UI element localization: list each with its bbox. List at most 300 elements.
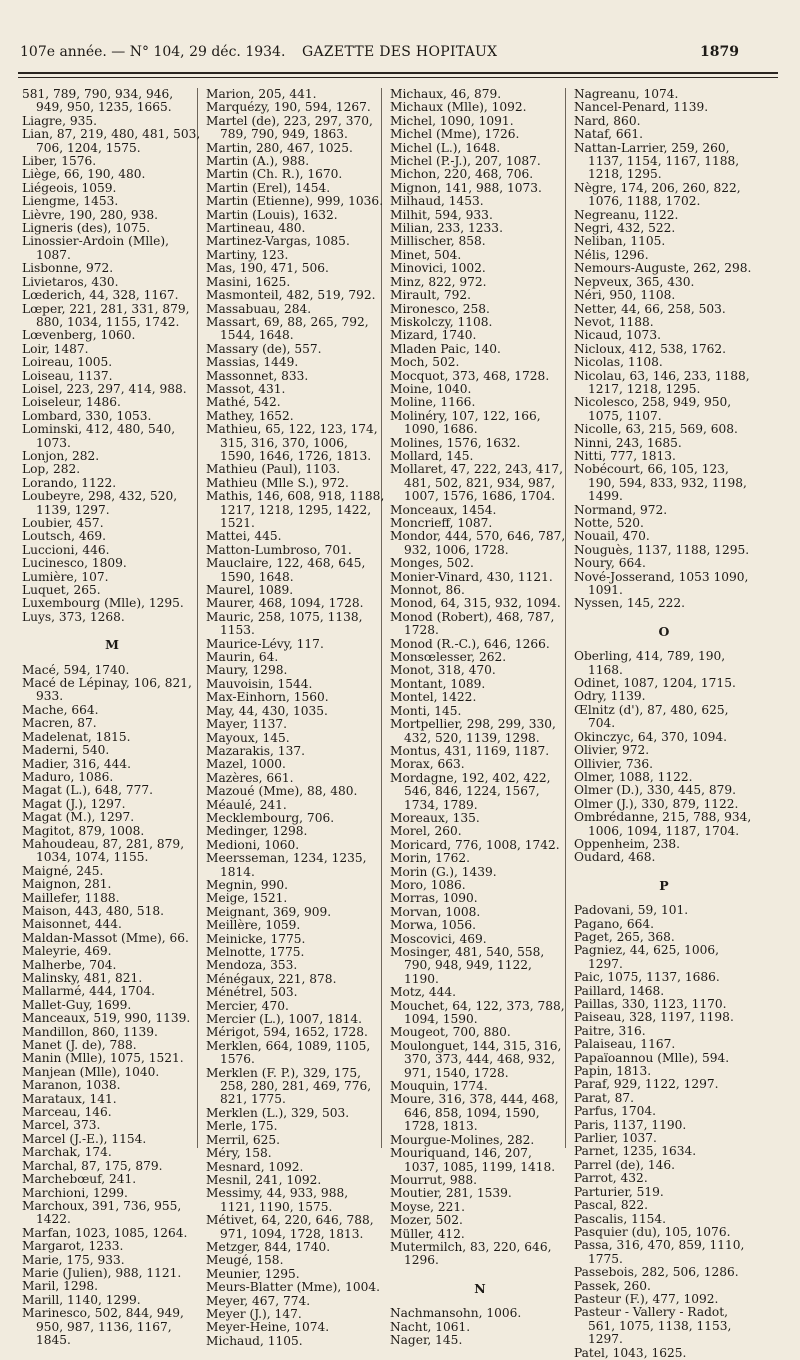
- index-column-3: [390, 88, 570, 1347]
- index-entry: Morras, 1090.: [390, 891, 478, 906]
- index-entry: Magat (L.), 648, 777.: [22, 783, 153, 798]
- index-entry: Mandillon, 860, 1139.: [22, 1024, 158, 1039]
- index-entry: Lœderich, 44, 328, 1167.: [22, 288, 179, 303]
- index-entry: Milhaud, 1453.: [390, 194, 484, 209]
- index-entry: Nicolesco, 258, 949, 950, 1075, 1107.: [574, 395, 732, 423]
- index-entry: Loir, 1487.: [22, 341, 89, 356]
- index-entry: Notte, 520.: [574, 516, 644, 530]
- index-entry: Moscovici, 469.: [390, 931, 487, 946]
- index-entry: Moncrieff, 1087.: [390, 516, 493, 530]
- index-entry: Mache, 664.: [22, 702, 99, 717]
- index-entry: Métivet, 64, 220, 646, 788, 971, 1094, 1728, 1813.: [206, 1213, 374, 1241]
- index-entry: Normand, 972.: [574, 502, 668, 517]
- index-entry: Merril, 625.: [206, 1132, 281, 1147]
- index-entry: Nyssen, 145, 222.: [574, 596, 686, 611]
- index-entry: Minovici, 1002.: [390, 261, 486, 276]
- index-entry: Moutier, 281, 1539.: [390, 1186, 512, 1201]
- index-entry: Mazarakis, 137.: [206, 743, 305, 758]
- index-entry: Mignon, 141, 988, 1073.: [390, 180, 542, 195]
- index-entry: Meinicke, 1775.: [206, 931, 306, 946]
- index-entry: Nacht, 1061.: [390, 1319, 471, 1334]
- index-entry: Morvan, 1008.: [390, 904, 481, 919]
- index-entry: Mougeot, 700, 880.: [390, 1025, 511, 1040]
- index-entry: Manjean (Mlle), 1040.: [22, 1064, 160, 1079]
- index-entry: Moro, 1086.: [390, 877, 466, 892]
- index-entry: Monnot, 86.: [390, 583, 465, 598]
- page-number: 1879: [700, 44, 739, 60]
- index-entry: Parlier, 1037.: [574, 1131, 657, 1146]
- index-entry: Monti, 145.: [390, 703, 462, 718]
- index-entry: Marcel, 373.: [22, 1118, 101, 1133]
- index-entry: Mouquin, 1774.: [390, 1079, 488, 1094]
- index-entry: Marataux, 141.: [22, 1091, 117, 1106]
- index-entry: Minz, 822, 972.: [390, 274, 487, 289]
- index-entry: Millischer, 858.: [390, 234, 486, 249]
- index-column-4: [574, 88, 754, 1360]
- index-entry: Mouchet, 64, 122, 373, 788, 1094, 1590.: [390, 998, 565, 1027]
- index-entry: Mayer, 1137.: [206, 717, 287, 732]
- index-entry: Medioni, 1060.: [206, 837, 300, 852]
- index-entry: Mutermilch, 83, 220, 646, 1296.: [390, 1239, 552, 1268]
- index-entry: Maranon, 1038.: [22, 1078, 121, 1093]
- index-entry: Maduro, 1086.: [22, 769, 114, 784]
- index-entry: Papaïoannou (Mlle), 594.: [574, 1050, 730, 1065]
- index-entry: Moline, 1166.: [390, 395, 476, 410]
- index-entry: Lombard, 330, 1053.: [22, 408, 152, 423]
- index-entry: Néri, 950, 1108.: [574, 288, 676, 303]
- index-entry: Maderni, 540.: [22, 743, 110, 758]
- index-entry: Mazel, 1000.: [206, 757, 286, 772]
- index-entry: Maigné, 245.: [22, 863, 104, 878]
- index-entry: Nouguès, 1137, 1188, 1295.: [574, 542, 750, 557]
- index-entry: Mocquot, 373, 468, 1728.: [390, 368, 550, 383]
- index-entry: Matton-Lumbroso, 701.: [206, 542, 352, 557]
- index-entry: Maurin, 64.: [206, 650, 279, 665]
- index-entry: Montus, 431, 1169, 1187.: [390, 743, 550, 758]
- index-entry: Mauvoisin, 1544.: [206, 676, 313, 691]
- index-entry: May, 44, 430, 1035.: [206, 703, 328, 718]
- index-entry: Nicloux, 412, 538, 1762.: [574, 341, 727, 356]
- index-entry: Morel, 260.: [390, 824, 462, 839]
- index-entry: Miskolczy, 1108.: [390, 314, 493, 329]
- index-entry: Mesnard, 1092.: [206, 1159, 304, 1174]
- index-entry: Massary (de), 557.: [206, 341, 322, 356]
- index-entry: Müller, 412.: [390, 1226, 465, 1241]
- section-letter: N: [474, 1280, 486, 1296]
- index-entry: Mercier (L.), 1007, 1814.: [206, 1012, 363, 1027]
- index-entry: Martinez-Vargas, 1085.: [206, 234, 350, 249]
- index-entry: Parnet, 1235, 1634.: [574, 1144, 697, 1159]
- index-entry: Olivier, 972.: [574, 743, 650, 758]
- index-entry: Moch, 502.: [390, 355, 460, 370]
- index-entry: Nemours-Auguste, 262, 298.: [574, 261, 752, 276]
- index-entry: Masmonteil, 482, 519, 792.: [206, 288, 376, 303]
- index-entry: Mathis, 146, 608, 918, 1188, 1217, 1218, 1295, 1422, 1521.: [206, 489, 385, 530]
- index-entry: Messimy, 44, 933, 988, 1121, 1190, 1575.: [206, 1186, 349, 1214]
- index-entry: Martin (Etienne), 999, 1036.: [206, 194, 384, 209]
- index-entry: Maldan-Massot (Mme), 66.: [22, 930, 189, 945]
- index-entry: Meignant, 369, 909.: [206, 904, 332, 919]
- index-entry: Morin, 1762.: [390, 851, 471, 866]
- index-entry: Malinsky, 481, 821.: [22, 971, 143, 985]
- index-entry: Lumière, 107.: [22, 569, 109, 584]
- index-entry: Passek, 260.: [574, 1278, 651, 1293]
- index-entry: Maleyrie, 469.: [22, 944, 112, 959]
- index-entry: Livietaros, 430.: [22, 274, 119, 289]
- index-entry: Marinesco, 502, 844, 949, 950, 987, 1136, 1167, 1845.: [22, 1306, 184, 1347]
- index-entry: Motz, 444.: [390, 985, 457, 1000]
- index-entry: Mollard, 145.: [390, 448, 474, 463]
- index-entry: Martel (de), 223, 297, 370, 789, 790, 949, 1863.: [206, 113, 373, 142]
- index-entry: Monod, 64, 315, 932, 1094.: [390, 596, 561, 611]
- index-entry: Molines, 1576, 1632.: [390, 435, 521, 450]
- index-entry: Palaiseau, 1167.: [574, 1037, 676, 1052]
- index-entry: Martiny, 123.: [206, 247, 289, 262]
- index-entry: Papin, 1813.: [574, 1064, 652, 1079]
- index-entry: Monsœlesser, 262.: [390, 650, 507, 665]
- index-entry: Nager, 145.: [390, 1332, 463, 1347]
- index-entry: Pascal, 822.: [574, 1198, 649, 1213]
- index-entry: Michel, 1090, 1091.: [390, 113, 514, 128]
- index-entry: Marie, 175, 933.: [22, 1252, 125, 1267]
- index-entry: Mosinger, 481, 540, 558, 790, 948, 949, 1122, 1190.: [390, 945, 545, 986]
- index-entry: Passa, 316, 470, 859, 1110, 1775.: [574, 1238, 745, 1266]
- index-entry: Meyer (J.), 147.: [206, 1306, 302, 1321]
- index-entry: Metzger, 844, 1740.: [206, 1239, 331, 1254]
- index-entry: Œlnitz (d'), 87, 480, 625, 704.: [574, 702, 729, 731]
- index-entry: Negreanu, 1122.: [574, 207, 679, 222]
- index-entry: Linossier-Ardoin (Mlle), 1087.: [22, 234, 169, 262]
- index-entry: Marie (Julien), 988, 1121.: [22, 1265, 182, 1280]
- index-entry: Magat (M.), 1297.: [22, 810, 135, 825]
- index-entry: Merle, 175.: [206, 1119, 278, 1134]
- index-entry: Moricard, 776, 1008, 1742.: [390, 837, 560, 852]
- index-entry: Pascalis, 1154.: [574, 1211, 666, 1226]
- index-entry: Nataf, 661.: [574, 127, 644, 142]
- index-entry: Massias, 1449.: [206, 355, 299, 370]
- index-entry: Nancel-Penard, 1139.: [574, 100, 709, 115]
- index-entry: Monot, 318, 470.: [390, 663, 496, 678]
- index-entry: Oudard, 468.: [574, 850, 656, 865]
- index-entry: Mathieu (Paul), 1103.: [206, 462, 341, 477]
- index-entry: Lièvre, 190, 280, 938.: [22, 207, 159, 222]
- index-entry: Monod (R.-C.), 646, 1266.: [390, 636, 550, 651]
- index-entry: Lisbonne, 972.: [22, 261, 114, 276]
- section-letter: M: [105, 637, 119, 653]
- index-entry: Maury, 1298.: [206, 663, 288, 678]
- index-entry: Mallet-Guy, 1699.: [22, 997, 132, 1012]
- index-entry: Odry, 1139.: [574, 689, 646, 704]
- index-entry: Manin (Mlle), 1075, 1521.: [22, 1051, 184, 1066]
- index-entry: Morax, 663.: [390, 757, 465, 772]
- index-entry: Martin, 280, 467, 1025.: [206, 140, 353, 155]
- index-entry: Mondor, 444, 570, 646, 787, 932, 1006, 1728.: [390, 529, 566, 557]
- index-entry: Mas, 190, 471, 506.: [206, 261, 329, 276]
- index-entry: Passebois, 282, 506, 1286.: [574, 1265, 739, 1280]
- index-entry: Ninni, 243, 1685.: [574, 435, 682, 450]
- index-entry: Ménétrel, 503.: [206, 985, 298, 1000]
- index-entry: Magat (J.), 1297.: [22, 796, 126, 811]
- index-entry: Minet, 504.: [390, 247, 462, 262]
- index-entry: Liégeois, 1059.: [22, 180, 117, 195]
- index-entry: Malherbe, 704.: [22, 957, 117, 972]
- index-entry: Nard, 860.: [574, 113, 641, 128]
- index-entry: Paic, 1075, 1137, 1686.: [574, 970, 720, 985]
- index-entry: Merklen, 664, 1089, 1105, 1576.: [206, 1038, 371, 1067]
- index-entry: Mazères, 661.: [206, 770, 294, 785]
- index-entry: Mallarmé, 444, 1704.: [22, 984, 156, 999]
- index-entry: Marcel (J.-E.), 1154.: [22, 1131, 147, 1146]
- index-entry: Méry, 158.: [206, 1146, 272, 1161]
- index-entry: Maurel, 1089.: [206, 583, 294, 598]
- index-entry: Mérigot, 594, 1652, 1728.: [206, 1025, 368, 1040]
- index-entry: Macren, 87.: [22, 716, 97, 731]
- index-entry: Michel (P.-J.), 207, 1087.: [390, 154, 541, 169]
- index-entry: Mladen Paic, 140.: [390, 341, 501, 356]
- index-entry: Marquézy, 190, 594, 1267.: [206, 100, 371, 115]
- index-entry: Moine, 1040.: [390, 381, 472, 396]
- index-entry: Luys, 373, 1268.: [22, 609, 125, 624]
- index-entry: Mauric, 258, 1075, 1138, 1153.: [206, 609, 363, 638]
- index-entry: Montant, 1089.: [390, 676, 486, 691]
- index-entry: Madelenat, 1815.: [22, 729, 131, 744]
- index-entry: Oberling, 414, 789, 190, 1168.: [574, 649, 726, 677]
- index-entry: Maillefer, 1188.: [22, 890, 120, 905]
- index-entry: Nicolle, 63, 215, 569, 608.: [574, 422, 738, 437]
- index-entry: Montel, 1422.: [390, 690, 477, 705]
- index-entry: Maril, 1298.: [22, 1279, 99, 1294]
- index-entry: Mathey, 1652.: [206, 408, 294, 423]
- index-entry: Mazoué (Mme), 88, 480.: [206, 784, 358, 799]
- index-entry: Maisonnet, 444.: [22, 917, 122, 932]
- index-entry: Mayoux, 145.: [206, 730, 290, 745]
- index-entry: Paget, 265, 368.: [574, 929, 675, 944]
- index-entry: Moreaux, 135.: [390, 810, 480, 825]
- index-entry: Martin (Louis), 1632.: [206, 207, 338, 222]
- index-entry: Meillère, 1059.: [206, 918, 301, 933]
- index-entry: Mendoza, 353.: [206, 958, 298, 973]
- index-entry: Mahoudeau, 87, 281, 879, 1034, 1074, 1155.: [22, 836, 185, 865]
- index-entry: Paitre, 316.: [574, 1023, 646, 1038]
- index-entry: Mortpellier, 298, 299, 330, 432, 520, 1139, 1298.: [390, 717, 556, 745]
- index-entry: Nachmansohn, 1006.: [390, 1306, 522, 1321]
- index-column-2: [206, 88, 386, 1348]
- index-entry: Nicolas, 1108.: [574, 355, 663, 370]
- index-entry: Nattan-Larrier, 259, 260, 1137, 1154, 1167, 1188, 1218, 1295.: [574, 140, 740, 182]
- index-entry: Medinger, 1298.: [206, 824, 308, 839]
- index-entry: Nicaud, 1073.: [574, 328, 661, 343]
- index-entry: Madier, 316, 444.: [22, 756, 132, 771]
- index-entry: Moyse, 221.: [390, 1199, 466, 1214]
- index-entry: Ombrédanne, 215, 788, 934, 1006, 1094, 1187, 1704.: [574, 810, 752, 838]
- index-entry: Loiseau, 1137.: [22, 368, 113, 383]
- index-entry: Monier-Vinard, 430, 1121.: [390, 569, 553, 584]
- index-entry: Mirault, 792.: [390, 288, 471, 303]
- index-entry: Liagre, 935.: [22, 113, 97, 128]
- index-entry: Lœper, 221, 281, 331, 879, 880, 1034, 1155, 1742.: [22, 301, 190, 329]
- index-entry: Nepveux, 365, 430.: [574, 274, 695, 289]
- index-entry: Michel (Mme), 1726.: [390, 127, 520, 142]
- index-entry: Olmer (D.), 330, 445, 879.: [574, 783, 736, 798]
- index-entry: Parrel (de), 146.: [574, 1157, 675, 1172]
- index-entry: Patel, 1043, 1625.: [574, 1345, 687, 1360]
- index-entry: Marchal, 87, 175, 879.: [22, 1158, 163, 1173]
- index-entry: Meersseman, 1234, 1235, 1814.: [206, 851, 367, 879]
- index-entry: Nouail, 470.: [574, 529, 650, 544]
- index-entry: Merklen (F. P.), 329, 175, 258, 280, 281, 469, 776, 821, 1775.: [206, 1065, 372, 1107]
- index-entry: Marchioni, 1299.: [22, 1185, 128, 1200]
- index-entry: Nègre, 174, 206, 260, 822, 1076, 1188, 1702.: [574, 180, 741, 209]
- journal-title: GAZETTE DES HOPITAUX: [302, 44, 498, 60]
- index-entry: Liber, 1576.: [22, 154, 97, 169]
- index-entry: Nobécourt, 66, 105, 123, 190, 594, 833, 932, 1198, 1499.: [574, 462, 747, 504]
- index-entry: Parat, 87.: [574, 1090, 635, 1105]
- index-entry: Macé de Lépinay, 106, 821, 933.: [22, 676, 192, 704]
- index-entry: Mesnil, 241, 1092.: [206, 1172, 322, 1187]
- index-entry: Monod (Robert), 468, 787, 1728.: [390, 609, 555, 638]
- issue-info: 107e année. — N° 104, 29 déc. 1934.: [20, 44, 286, 60]
- index-entry: Lœvenberg, 1060.: [22, 328, 136, 343]
- index-entry: Lucinesco, 1809.: [22, 556, 127, 571]
- index-entry: Ménégaux, 221, 878.: [206, 971, 337, 986]
- index-entry: Luccioni, 446.: [22, 542, 110, 557]
- header-rule-thick: [18, 72, 778, 74]
- index-entry: Lorando, 1122.: [22, 475, 117, 490]
- index-entry: Loiseleur, 1486.: [22, 395, 121, 410]
- index-entry: Mouriquand, 146, 207, 1037, 1085, 1199, 1418.: [390, 1146, 556, 1174]
- index-entry: Ligneris (des), 1075.: [22, 221, 151, 236]
- index-entry: Pagano, 664.: [574, 916, 655, 931]
- index-entry: Meugé, 158.: [206, 1253, 284, 1268]
- index-entry: Parfus, 1704.: [574, 1104, 656, 1119]
- index-entry: Merklen (L.), 329, 503.: [206, 1105, 350, 1120]
- index-entry: Luquet, 265.: [22, 583, 101, 598]
- index-entry: Manet (J. de), 788.: [22, 1038, 137, 1053]
- index-entry: Michaud, 1105.: [206, 1333, 303, 1348]
- index-entry: Meige, 1521.: [206, 891, 288, 906]
- index-entry: 581, 789, 790, 934, 946, 949, 950, 1235, 1665.: [22, 87, 174, 115]
- index-entry: Meyer, 467, 774.: [206, 1293, 311, 1308]
- index-entry: Parrot, 432.: [574, 1171, 648, 1186]
- index-entry: Paris, 1137, 1190.: [574, 1117, 687, 1132]
- page-header: [0, 40, 800, 70]
- index-entry: Oppenheim, 238.: [574, 836, 681, 851]
- index-entry: Méaulé, 241.: [206, 797, 287, 812]
- index-entry: Mattei, 445.: [206, 529, 282, 544]
- index-entry: Nicolau, 63, 146, 233, 1188, 1217, 1218, 1295.: [574, 368, 750, 396]
- index-entry: Margarot, 1233.: [22, 1239, 124, 1254]
- index-entry: Max-Einhorn, 1560.: [206, 690, 329, 705]
- header-rule-thin: [18, 77, 778, 78]
- index-entry: Martin (Ch. R.), 1670.: [206, 167, 343, 182]
- index-entry: Moure, 316, 378, 444, 468, 646, 858, 1094, 1590, 1728, 1813.: [390, 1092, 559, 1134]
- index-entry: Loubeyre, 298, 432, 520, 1139, 1297.: [22, 489, 178, 517]
- index-entry: Okinczyc, 64, 370, 1094.: [574, 729, 727, 744]
- index-entry: Monges, 502.: [390, 556, 474, 571]
- index-entry: Milian, 233, 1233.: [390, 221, 503, 236]
- index-entry: Massot, 431.: [206, 381, 286, 396]
- index-entry: Mathieu, 65, 122, 123, 174, 315, 316, 370, 1006, 1590, 1646, 1726, 1813.: [206, 422, 378, 463]
- index-entry: Mozer, 502.: [390, 1213, 463, 1228]
- index-entry: Maison, 443, 480, 518.: [22, 903, 164, 918]
- index-entry: Olmer, 1088, 1122.: [574, 769, 693, 784]
- index-entry: Lominski, 412, 480, 540, 1073.: [22, 422, 176, 450]
- index-entry: Paillas, 330, 1123, 1170.: [574, 997, 727, 1011]
- index-entry: Maignon, 281.: [22, 877, 112, 892]
- index-entry: Odinet, 1087, 1204, 1715.: [574, 676, 736, 691]
- index-entry: Meurs-Blatter (Mme), 1004.: [206, 1280, 380, 1295]
- index-entry: Neliban, 1105.: [574, 234, 666, 249]
- index-entry: Noury, 664.: [574, 556, 646, 571]
- index-entry: Nevot, 1188.: [574, 314, 654, 329]
- index-entry: Michaux, 46, 879.: [390, 87, 502, 101]
- index-entry: Paillard, 1468.: [574, 983, 665, 998]
- index-entry: Marchak, 174.: [22, 1145, 112, 1160]
- index-entry: Magitot, 879, 1008.: [22, 823, 145, 838]
- index-entry: Ollivier, 736.: [574, 756, 654, 771]
- index-entry: Meunier, 1295.: [206, 1266, 300, 1281]
- index-entry: Michon, 220, 468, 706.: [390, 167, 534, 182]
- index-entry: Mathé, 542.: [206, 395, 281, 410]
- section-letter: O: [658, 623, 670, 639]
- index-entry: Martin (Erel), 1454.: [206, 180, 331, 195]
- index-entry: Mauclaire, 122, 468, 645, 1590, 1648.: [206, 556, 366, 584]
- index-entry: Macé, 594, 1740.: [22, 662, 130, 677]
- index-entry: Maurice-Lévy, 117.: [206, 636, 324, 651]
- index-entry: Melnotte, 1775.: [206, 945, 305, 959]
- index-entry: Marchoux, 391, 736, 955, 1422.: [22, 1198, 182, 1227]
- index-entry: Olmer (J.), 330, 879, 1122.: [574, 796, 739, 811]
- index-entry: Netter, 44, 66, 258, 503.: [574, 301, 726, 316]
- index-entry: Manceaux, 519, 990, 1139.: [22, 1011, 191, 1026]
- index-entry: Loubier, 457.: [22, 516, 104, 530]
- index-entry: Paiseau, 328, 1197, 1198.: [574, 1010, 734, 1025]
- index-entry: Nagreanu, 1074.: [574, 87, 679, 101]
- index-entry: Pagniez, 44, 625, 1006, 1297.: [574, 943, 720, 971]
- index-entry: Pasteur - Vallery - Radot, 561, 1075, 1138, 1153, 1297.: [574, 1305, 732, 1347]
- index-entry: Nové-Josserand, 1053 1090, 1091.: [574, 569, 749, 598]
- index-entry: Marion, 205, 441.: [206, 87, 317, 101]
- index-entry: Nitti, 777, 1813.: [574, 448, 676, 463]
- index-entry: Moulonguet, 144, 315, 316, 370, 373, 444, 468, 932, 971, 1540, 1728.: [390, 1038, 562, 1080]
- section-letter: P: [659, 877, 669, 893]
- index-entry: Luxembourg (Mlle), 1295.: [22, 596, 184, 611]
- index-entry: Lonjon, 282.: [22, 448, 100, 463]
- index-entry: Lian, 87, 219, 480, 481, 503, 706, 1204, 1575.: [22, 127, 201, 155]
- index-entry: Mollaret, 47, 222, 243, 417, 481, 502, 821, 934, 987, 1007, 1576, 1686, 1704.: [390, 462, 563, 504]
- index-entry: Parturier, 519.: [574, 1184, 664, 1199]
- index-entry: Padovani, 59, 101.: [574, 903, 689, 918]
- index-entry: Mercier, 470.: [206, 998, 289, 1013]
- index-entry: Liengme, 1453.: [22, 194, 119, 209]
- index-entry: Lop, 282.: [22, 462, 81, 477]
- index-entry: Marfan, 1023, 1085, 1264.: [22, 1225, 188, 1240]
- index-entry: Mourrut, 988.: [390, 1172, 477, 1187]
- index-entry: Loutsch, 469.: [22, 529, 106, 544]
- index-entry: Meyer-Heine, 1074.: [206, 1320, 330, 1335]
- index-entry: Maurer, 468, 1094, 1728.: [206, 596, 364, 611]
- index-entry: Michel (L.), 1648.: [390, 140, 501, 155]
- index-entry: Negri, 432, 522.: [574, 221, 676, 236]
- index-entry: Loireau, 1005.: [22, 355, 113, 370]
- index-entry: Milhit, 594, 933.: [390, 207, 493, 222]
- index-entry: Marill, 1140, 1299.: [22, 1292, 141, 1307]
- index-entry: Mizard, 1740.: [390, 328, 477, 343]
- index-entry: Loisel, 223, 297, 414, 988.: [22, 381, 187, 396]
- index-entry: Marchebœuf, 241.: [22, 1172, 137, 1187]
- index-entry: Megnin, 990.: [206, 877, 288, 892]
- index-entry: Nélis, 1296.: [574, 247, 649, 262]
